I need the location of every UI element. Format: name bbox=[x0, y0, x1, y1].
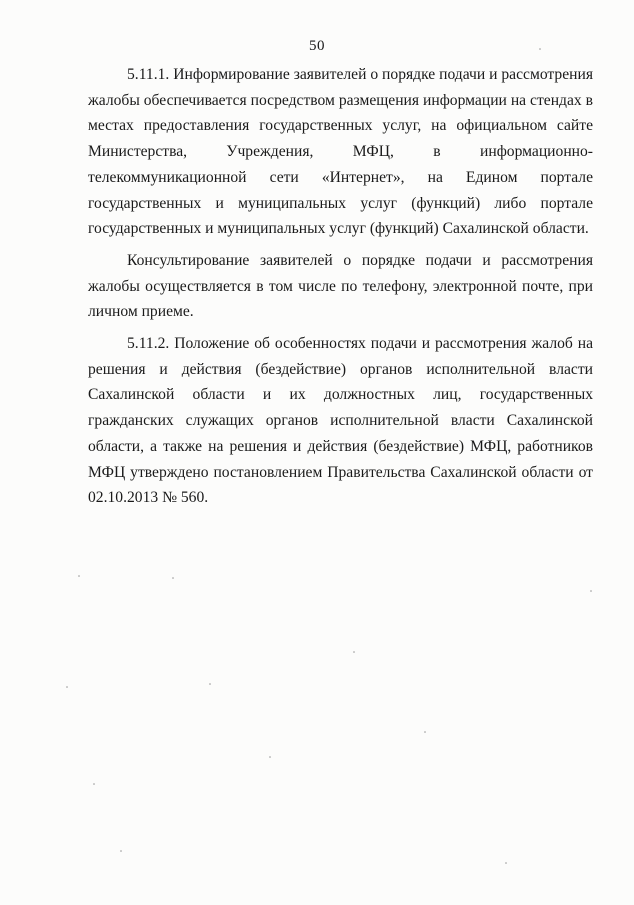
scan-speck bbox=[209, 683, 211, 685]
document-body bbox=[88, 62, 593, 511]
paragraph-consultation: Консультирование заявителей о порядке подачи и рассмотрения жалобы осуществляется в том числе по телефону, электронной почте, при личном приеме. bbox=[88, 251, 593, 321]
scan-speck bbox=[590, 590, 592, 592]
paragraph-5-11-2: 5.11.2. Положение об особенностях подачи и рассмотрения жалоб на решения и действия (бездействие) органов исполнительной власти Сахалинской области и их должностных лиц, государственных гражданских служащих органов исполнительной власти Сахалинской области, а также на решения и действия (бездействие) МФЦ, работников МФЦ утверждено постановлением Правительства Сахалинской области от 02.10.2013 № 560. bbox=[88, 335, 593, 507]
scan-speck bbox=[269, 756, 271, 758]
scan-speck bbox=[505, 862, 507, 864]
scan-speck bbox=[66, 686, 68, 688]
scan-speck bbox=[172, 577, 174, 579]
page-number: 50 bbox=[309, 38, 325, 54]
scan-speck bbox=[120, 850, 122, 852]
scan-speck bbox=[539, 48, 541, 50]
scan-speck bbox=[93, 783, 95, 785]
scan-speck bbox=[353, 651, 355, 653]
paragraph-5-11-1: 5.11.1. Информирование заявителей о порядке подачи и рассмотрения жалобы обеспечивается посредством размещения информации на стендах в местах предоставления государственных услуг, на официальном сайте Министерства, Учреждения, МФЦ, в информационно-телекоммуникационной сети «Интернет», на Едином портале государственных и муниципальных услуг (функций) либо портале государственных и муниципальных услуг (функций) Сахалинской области. bbox=[88, 66, 593, 238]
scan-speck bbox=[424, 731, 426, 733]
scan-speck bbox=[78, 575, 80, 577]
